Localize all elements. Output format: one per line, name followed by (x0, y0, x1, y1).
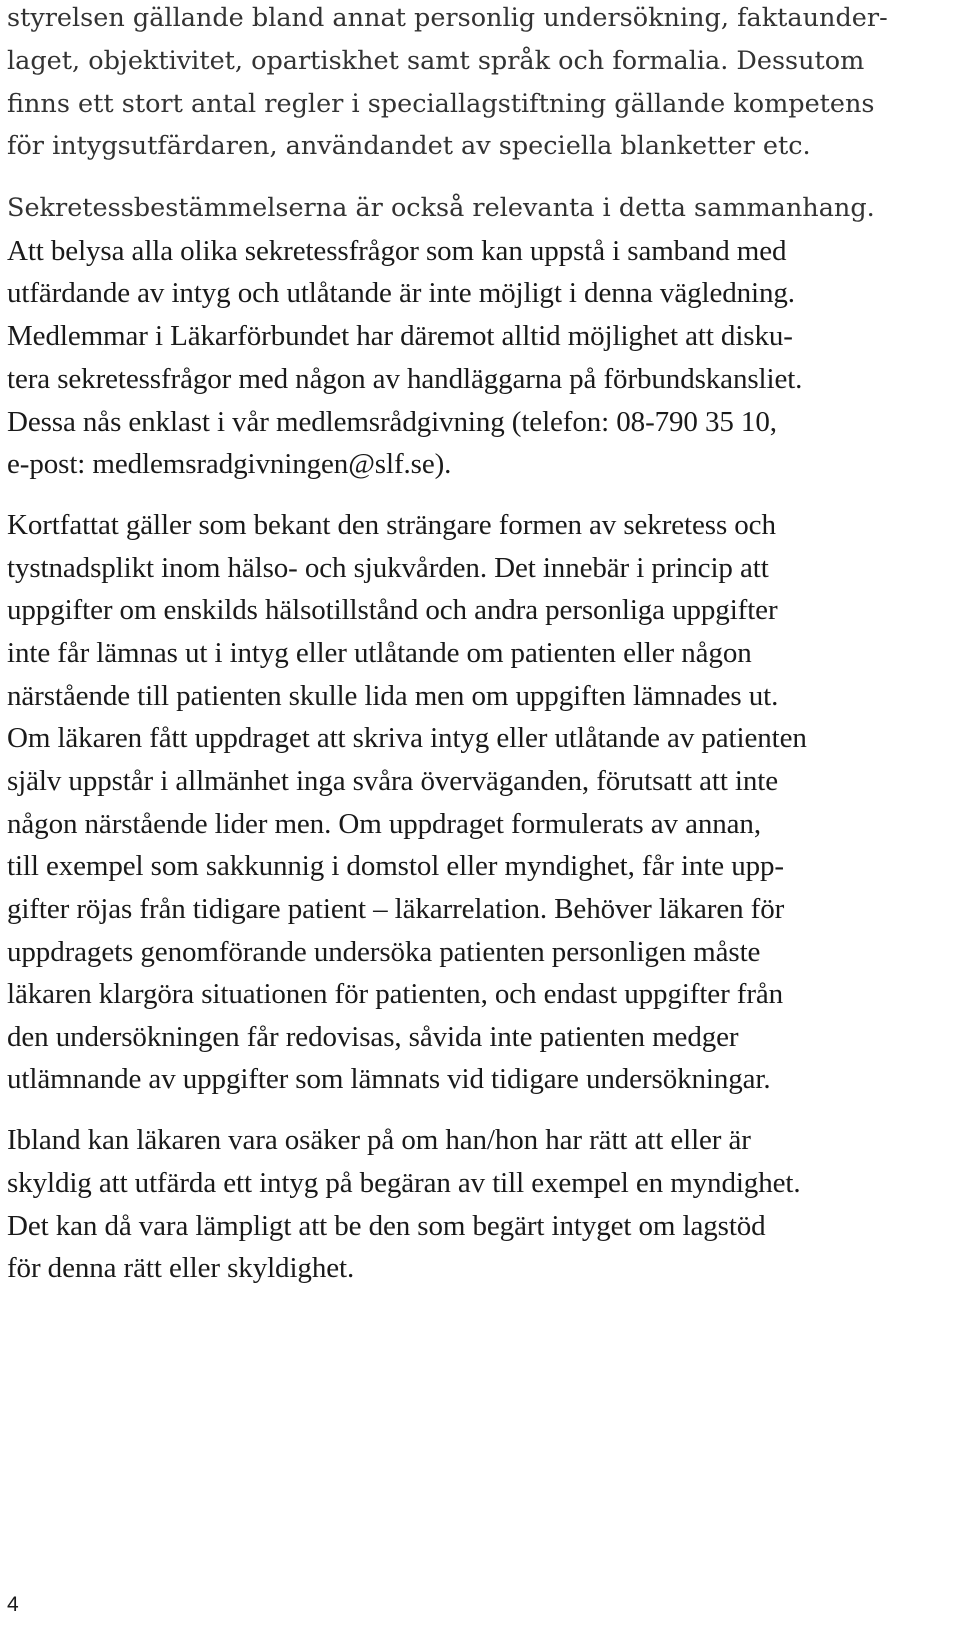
paragraph-2-line-1: Sekretessbestämmelserna är också relevanta i detta sammanhang. (7, 193, 875, 223)
paragraph-4-line-7: själv uppstår i allmänhet inga svåra överväganden, förutsatt att inte (7, 765, 779, 797)
paragraph-4-line-5: närstående till patienten skulle lida men om uppgiften lämnades ut. (7, 680, 779, 712)
paragraph-4-line-3: uppgifter om enskilds hälsotillstånd och andra personliga uppgifter (7, 594, 778, 626)
paragraph-4-line-14: utlämnande av uppgifter som lämnats vid tidigare undersökningar. (7, 1063, 771, 1095)
paragraph-4-line-13: den undersökningen får redovisas, såvida inte patienten medger (7, 1021, 739, 1053)
paragraph-5-line-3: Det kan då vara lämpligt att be den som begärt intyget om lagstöd (7, 1210, 766, 1242)
paragraph-1-line-2: laget, objektivitet, opartiskhet samt språk och formalia. Dessutom (7, 46, 865, 76)
paragraph-1-line-4: för intygsutfärdaren, användandet av speciella blanketter etc. (7, 131, 811, 161)
paragraph-3-line-6: e-post: medlemsradgivningen@slf.se). (7, 448, 452, 480)
paragraph-4-line-2: tystnadsplikt inom hälso- och sjukvården. Det innebär i princip att (7, 552, 769, 584)
paragraph-4-line-6: Om läkaren fått uppdraget att skriva intyg eller utlåtande av patienten (7, 722, 807, 754)
paragraph-4-line-12: läkaren klargöra situationen för patienten, och endast uppgifter från (7, 978, 784, 1010)
paragraph-4-line-11: uppdragets genomförande undersöka patienten personligen måste (7, 936, 761, 968)
paragraph-5-line-4: för denna rätt eller skyldighet. (7, 1252, 355, 1284)
paragraph-3-line-3: Medlemmar i Läkarförbundet har däremot alltid möjlighet att disku- (7, 320, 793, 352)
paragraph-4-line-4: inte får lämnas ut i intyg eller utlåtande om patienten eller någon (7, 637, 752, 669)
paragraph-3-line-4: tera sekretessfrågor med någon av handläggarna på förbundskansliet. (7, 363, 803, 395)
paragraph-4-line-8: någon närstående lider men. Om uppdraget formulerats av annan, (7, 808, 761, 840)
paragraph-3-line-1: Att belysa alla olika sekretessfrågor som kan uppstå i samband med (7, 235, 787, 267)
paragraph-3-line-2: utfärdande av intyg och utlåtande är inte möjligt i denna vägledning. (7, 277, 795, 309)
paragraph-5-line-2: skyldig att utfärda ett intyg på begäran av till exempel en myndighet. (7, 1167, 801, 1199)
paragraph-1-line-1: styrelsen gällande bland annat personlig undersökning, faktaunder- (7, 3, 888, 33)
paragraph-5-line-1: Ibland kan läkaren vara osäker på om han/hon har rätt att eller är (7, 1124, 751, 1156)
paragraph-1-line-3: finns ett stort antal regler i speciallagstiftning gällande kompetens (7, 89, 875, 119)
paragraph-4-line-1: Kortfattat gäller som bekant den strängare formen av sekretess och (7, 509, 776, 541)
paragraph-3-line-5: Dessa nås enklast i vår medlemsrådgivning (telefon: 08-790 35 10, (7, 406, 777, 438)
paragraph-4-line-9: till exempel som sakkunnig i domstol eller myndighet, får inte upp- (7, 850, 784, 882)
page-number: 4 (7, 1593, 19, 1616)
paragraph-4-line-10: gifter röjas från tidigare patient – läkarrelation. Behöver läkaren för (7, 893, 785, 925)
